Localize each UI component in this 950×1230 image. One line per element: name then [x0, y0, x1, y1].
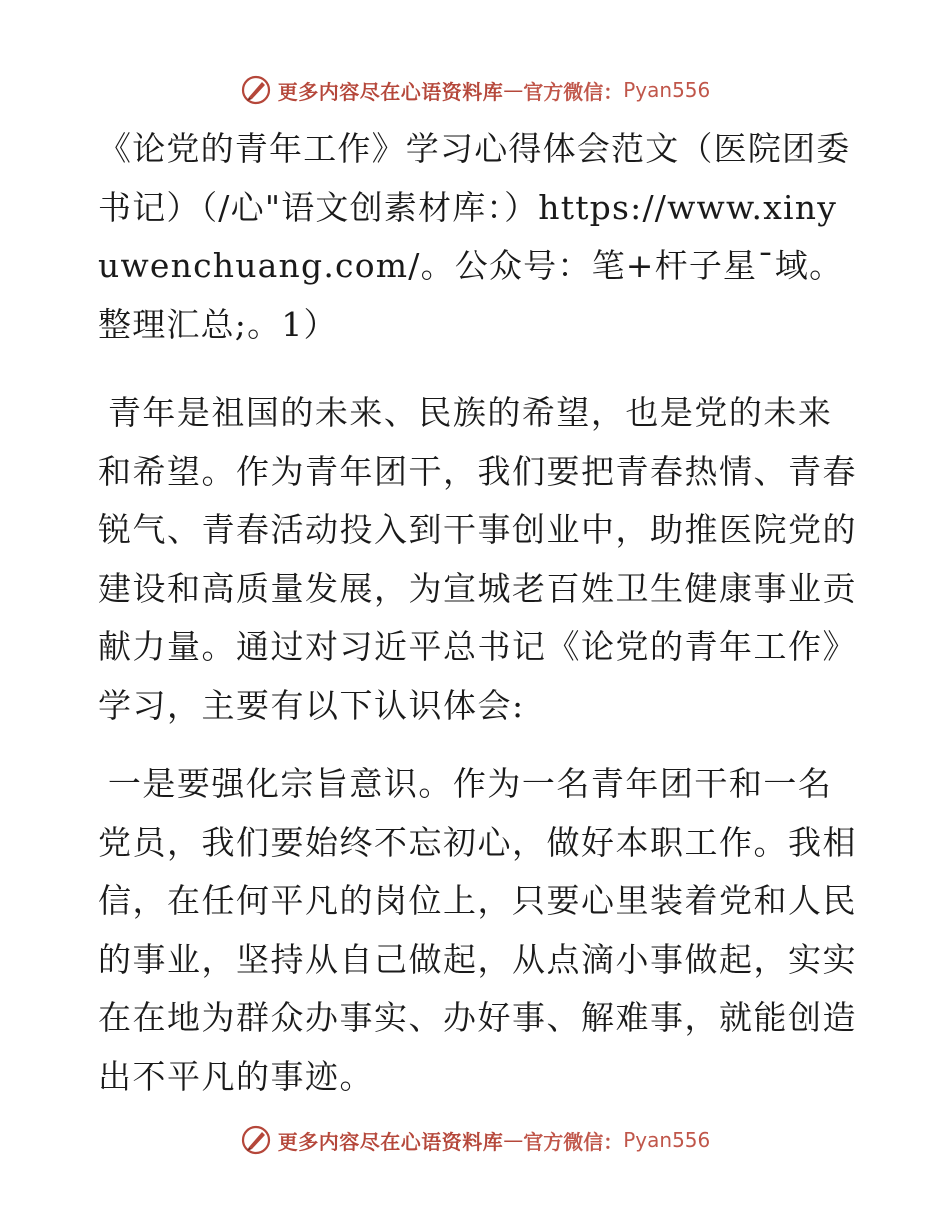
document-title-paragraph: 《论党的青年工作》学习心得体会范文（医院团委书记）（/心"语文创素材库：）https://www.xinyuwenchuang.com/。公众号：笔+杆子星¯域。整理汇总;。1）: [98, 129, 851, 344]
quill-pen-circle-icon: [240, 74, 272, 106]
banner-contact-label: 官方微信：: [523, 1129, 624, 1154]
banner-contact-label: 官方微信：: [523, 79, 624, 104]
banner-contact-id: Pyan556: [623, 1128, 711, 1152]
header-watermark-banner: [0, 70, 950, 110]
body-paragraph-1: 青年是祖国的未来、民族的希望，也是党的未来和希望。作为青年团干，我们要把青春热情、青春锐气、青春活动投入到干事创业中，助推医院党的建设和高质量发展，为宣城老百姓卫生健康事业贡献力量。通过对习近平总书记《论党的青年工作》学习，主要有以下认识体会:: [98, 393, 857, 725]
banner-brand-text: 更多内容尽在心语资料库: [277, 1129, 504, 1154]
body-paragraph-2: 一是要强化宗旨意识。作为一名青年团干和一名党员，我们要始终不忘初心，做好本职工作。我相信，在任何平凡的岗位上，只要心里装着党和人民的事业，坚持从自己做起，从点滴小事做起，实实在在地为群众办事实、办好事、解难事，就能创造出不平凡的事迹。: [98, 764, 857, 1096]
quill-pen-circle-icon: [240, 1124, 272, 1156]
document-body: [98, 120, 858, 1126]
banner-brand-text: 更多内容尽在心语资料库: [277, 79, 504, 104]
banner-contact-id: Pyan556: [623, 78, 711, 102]
banner-separator: —: [503, 1128, 524, 1152]
banner-separator: —: [503, 78, 524, 102]
footer-watermark-banner: [0, 1120, 950, 1160]
